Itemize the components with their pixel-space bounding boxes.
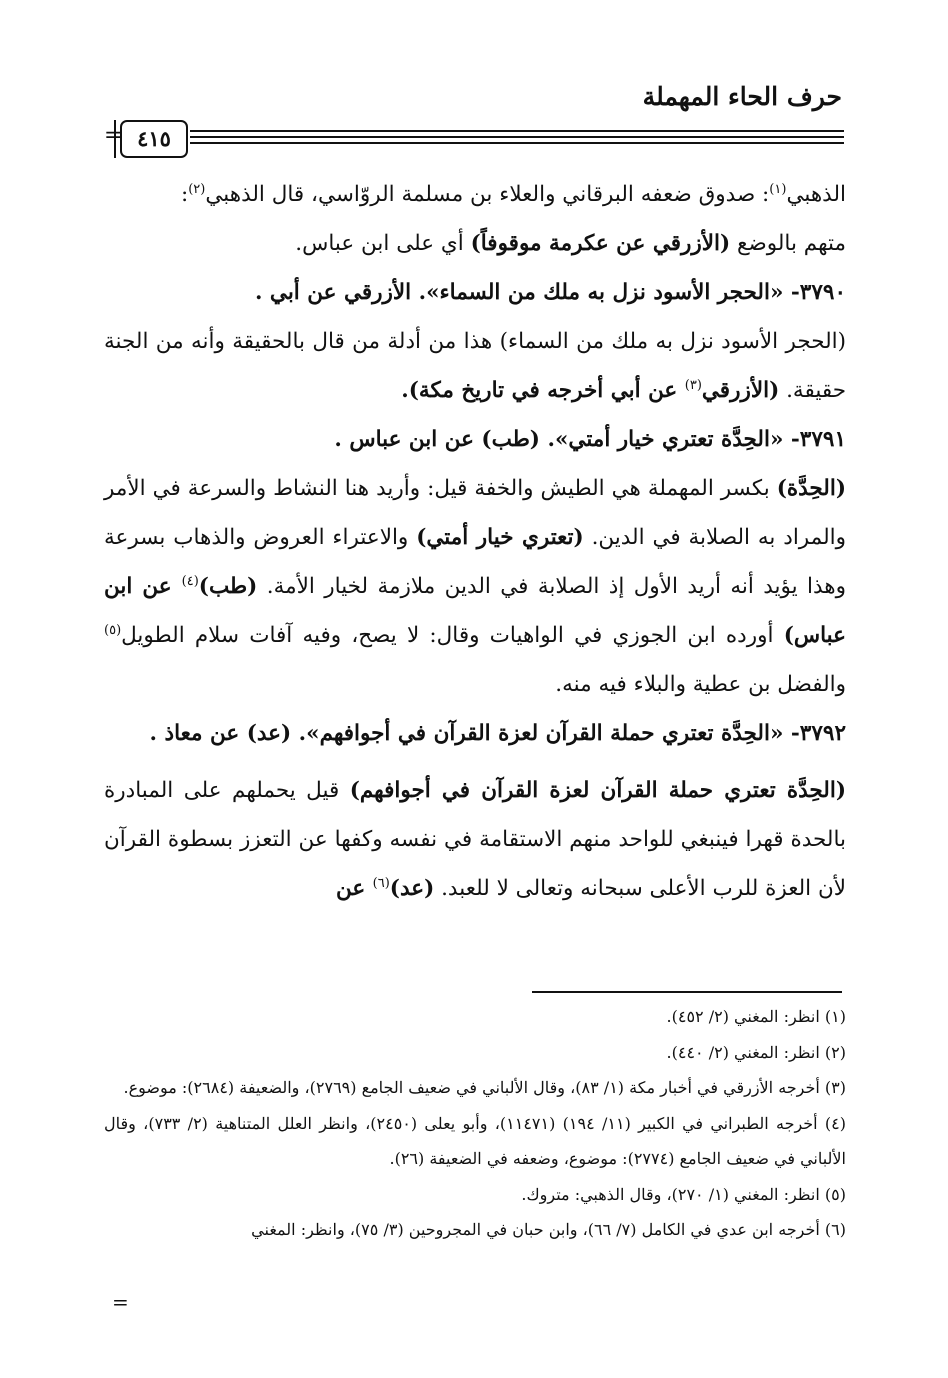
text-run: متهم بالوضع [730, 231, 846, 256]
footnote-2: (٢) انظر: المغني (٢/ ٤٤٠). [666, 1042, 846, 1062]
footnote-separator [532, 991, 842, 993]
footnote-3: (٣) أخرجه الأزرقي في أخبار مكة (١/ ٨٣)، وقال الألباني في ضعيف الجامع (٢٧٦٩)، والضعيفة (٢٦٨٤): موضوع. [123, 1078, 846, 1097]
paragraph [104, 464, 846, 709]
footnote-ref: (١) [769, 181, 787, 197]
bold-citation: عن ابن عباس) [104, 574, 846, 648]
bold-citation: (تعتري خيار أمتي) [416, 525, 584, 550]
hadith-heading-3791: ٣٧٩١- «الحِدَّة تعتري خيار أمتي». (طب) عن ابن عباس . [334, 427, 846, 452]
footnote-ref: (٢) [188, 181, 206, 197]
text-run: الذهبي [786, 182, 846, 207]
text-run: : صدوق ضعفه البرقاني والعلاء بن مسلمة الروّاسي، قال الذهبي [205, 182, 770, 207]
text-run: قيل يحملهم على المبادرة بالحدة قهرا فينبغي للواحد منهم الاستقامة في نفسه وكفها عن التعزز بسطوة القرآن لأن العزة للرب الأعلى سبحانه وتعالى لا للعبد. [104, 778, 846, 901]
ornament-mark: = [104, 123, 123, 148]
footnote-5: (٥) انظر: المغني (١/ ٢٧٠)، وقال الذهبي: متروك. [521, 1184, 846, 1204]
text-run: أورده ابن الجوزي في الواهيات وقال: لا يصح، وفيه آفات سلام الطويل [121, 623, 784, 648]
header-rule [190, 130, 844, 132]
footnote-6: (٦) أخرجه ابن عدي في الكامل (٧/ ٦٦)، وابن حبان في المجروحين (٣/ ٧٥)، وانظر: المغني [251, 1220, 846, 1239]
bold-citation: عن [335, 876, 373, 901]
footnote-ref: (٣) [684, 377, 702, 393]
text-run: والفضل بن عطية والبلاء فيه منه. [555, 672, 846, 697]
footnote-ref: (٦) [372, 875, 390, 891]
main-text [104, 170, 846, 913]
hadith-heading-3792: ٣٧٩٢- «الحِدَّة تعتري حملة القرآن لعزة القرآن في أجوافهم». (عد) عن معاذ . [149, 721, 846, 746]
footnote-4: (٤) أخرجه الطبراني في الكبير (١١/ ١٩٤) (١١٤٧١)، وأبو يعلى (٢٤٥٠)، وانظر العلل المتناهية (٢/ ٧٣٣)، وقال الألباني في ضعيف الجامع (٢٧٧٤): موضوع، وضعفه في الضعيفة (٢٦). [104, 1113, 847, 1168]
text-run: : [180, 182, 189, 207]
page-number: ٤١٥ [120, 120, 188, 158]
continuation-mark: = [112, 1290, 129, 1314]
bold-citation: (الحِدَّة تعتري حملة القرآن لعزة القرآن في أجوافهم) [349, 778, 846, 803]
text-run: (الحجر الأسود نزل به ملك من السماء) هذا من أدلة من قال بالحقيقة وأنه من الجنة حقيقة. [104, 329, 846, 403]
footnote-1: (١) انظر: المغني (٢/ ٤٥٢). [666, 1007, 846, 1026]
running-title: حرف الحاء المهملة [642, 82, 842, 111]
header-rule [190, 136, 844, 138]
paragraph [104, 170, 846, 268]
bold-citation: (عد) [389, 876, 435, 901]
footnotes [104, 999, 846, 1248]
footnote-ref: (٤) [181, 573, 199, 589]
footnote-ref: (٥) [104, 622, 122, 638]
bold-citation: (الأزرقي [701, 378, 780, 403]
hadith-heading-3790: ٣٧٩٠- «الحجر الأسود نزل به ملك من السماء». الأزرقي عن أبي . [254, 280, 846, 305]
text-run: أي على ابن عباس. [295, 231, 471, 256]
text-run: بكسر المهملة هي الطيش والخفة قيل: وأريد هنا النشاط والسرعة في الأمر والمراد به الصلابة في الدين. [104, 476, 846, 550]
paragraph [104, 317, 846, 415]
text-run: والاعتراء العروض والذهاب بسرعة وهذا يؤيد أنه أريد الأول إذ الصلابة في الدين ملازمة لخيار الأمة. [104, 525, 846, 599]
header-rule [190, 142, 844, 144]
paragraph [104, 766, 846, 913]
bold-citation: (طب) [198, 574, 258, 599]
bold-citation: عن أبي أخرجه في تاريخ مكة). [401, 378, 685, 403]
bold-citation: (الأزرقي عن عكرمة موقوفاً) [470, 231, 731, 256]
bold-citation: (الحِدَّة) [776, 476, 846, 501]
